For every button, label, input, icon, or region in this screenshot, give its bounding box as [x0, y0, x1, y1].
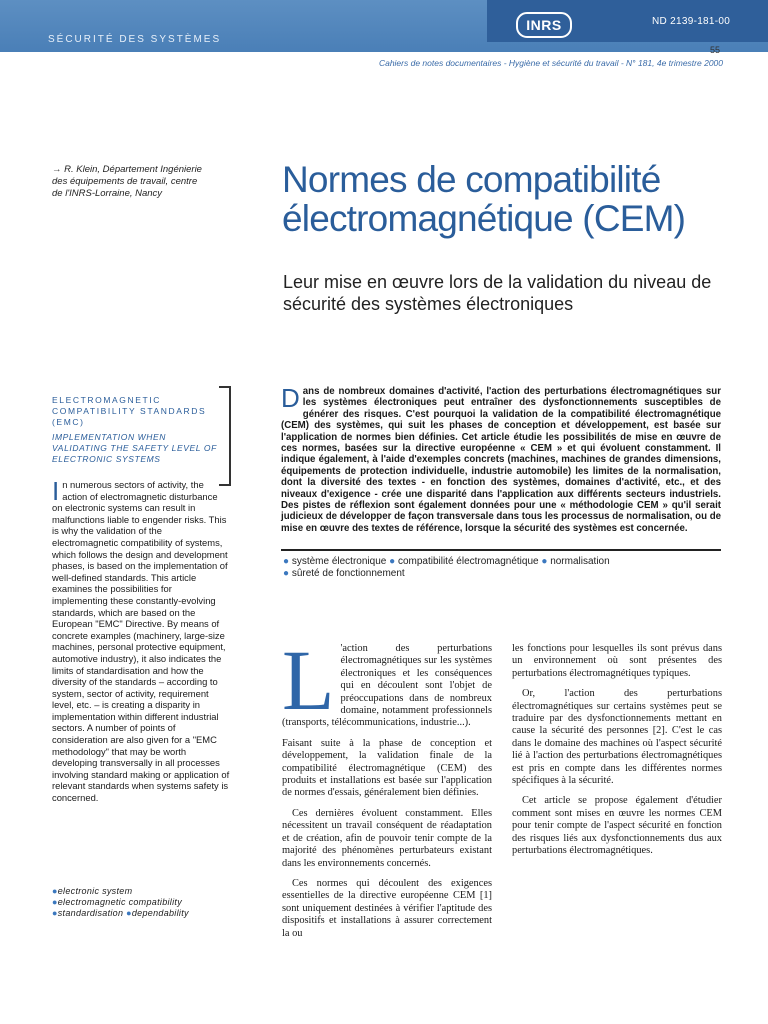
keyword: système électronique — [291, 556, 387, 567]
body-drop-cap: L — [282, 632, 335, 728]
article-subtitle: Leur mise en œuvre lors de la validation du niveau de sécurité des systèmes électroniques — [283, 272, 712, 314]
author-info — [52, 164, 202, 200]
english-keywords — [52, 886, 242, 919]
keyword: dependability — [131, 908, 189, 918]
author-text: R. Klein, Département Ingénierie des équipements de travail, centre de l'INRS-Lorraine, Nancy — [52, 164, 202, 199]
bullet-icon: ● — [126, 908, 132, 918]
french-abstract-text: ans de nombreux domaines d'activité, l'action des perturbations électromagnétiques sur les systèmes électroniques peut entraîner des dysfonctionnements susceptibles de générer des risques. C'est pourquoi la validation de la compatibilité électromagnétique (CEM) des systèmes, qui suit les phases de conception et développement, est basée sur l'application de normes bien définies. Cet article étudie les possibilités de mise en œuvre de ces normes, basées sur la directive européenne « CEM » et qui évoluent constamment. Il indique également, à l'aide d'exemples concrets (machines, machines de grandes dimensions, équipements de protection individuelle, industrie automobile) les limites de la normalisation, dont la diversité des textes - en fonction des systèmes, domaines d'activité, etc., et des niveaux d'exigence - crée une disparité dans l'application aux différents secteurs industriels. Des pistes de réflexion sont également données pour une « méthodologie CEM » qu'il serait judicieux de développer de façon transversale dans tous les processus de normalisation, ou de mise en œuvre des textes de référence, lorsque la sécurité des systèmes est concernée. — [281, 386, 721, 534]
keyword: sûreté de fonctionnement — [291, 568, 405, 579]
section-label: SÉCURITÉ DES SYSTÈMES — [48, 34, 222, 45]
keyword: standardisation — [57, 908, 124, 918]
body-column-2 — [512, 643, 722, 866]
bullet-icon: ● — [52, 886, 58, 896]
keyword: normalisation — [550, 556, 610, 567]
keyword: electronic system — [57, 886, 133, 896]
bullet-icon: ● — [283, 568, 290, 579]
journal-citation: Cahiers de notes documentaires - Hygiène et sécurité du travail - N° 181, 4e trimestre 2000 — [378, 58, 723, 68]
english-abstract — [52, 476, 230, 804]
keyword: electromagnetic compatibility — [57, 897, 182, 907]
french-keywords — [283, 556, 723, 580]
french-abstract — [281, 383, 721, 534]
english-drop-cap: I — [52, 476, 60, 506]
paragraph: Or, l'action des perturbations électromagnétiques sur certains systèmes peut se traduire par des dysfonctionnements mettant en cause la sécurité des personnes [2]. C'est le cas dans le domaine des machines où l'aspect sécurité lié à l'action des perturbations électromagnétiques est pris en compte dans les différentes normes spécifiques à la sécurité. — [512, 688, 722, 787]
page-number: 55 — [710, 45, 721, 55]
bullet-icon: ● — [541, 556, 548, 567]
paragraph-text: 'action des perturbations électromagnétiques sur les systèmes électroniques et les conséquences qui en découlent sont l'objet de préoccupations dans de nombreux domaine, notamment professionnels (transports, télécommunications, industrie...). — [282, 643, 492, 729]
arrow-icon: → — [52, 164, 62, 175]
bullet-icon: ● — [283, 556, 290, 567]
bullet-icon: ● — [52, 897, 58, 907]
document-reference: ND 2139-181-00 — [652, 16, 731, 27]
english-abstract-text: n numerous sectors of activity, the action of electromagnetic disturbance on electronic systems can result in malfunctions liable to engender risks. This is why the validation of the electromagnetic compatibility of systems, which follows the design and development phases, is based on the implementation of well-defined standards. This article examines the possibilities for implementing these constantly-evolving standards, which are based on the European "EMC" Directive. By means of concrete examples (machinery, large-size machines, personal protective equipment, automotive industry), it also indicates the limits of standardisation and how the diversity of the standards – according to system, sector of activity, requirement level, etc. – is creating a disparity in implementation within different industrial sectors. A number of points of consideration are also given for a "EMC methodology" that may be worth developing transversally in all processes involving standard making or application of relevant standards when systems safety is concerned. — [52, 479, 230, 804]
bullet-icon: ● — [52, 908, 58, 918]
english-subtitle: IMPLEMENTATION WHEN VALIDATING THE SAFETY LEVEL OF ELECTRONIC SYSTEMS — [52, 432, 217, 464]
paragraph: Faisant suite à la phase de conception et développement, la validation finale de la compatibilité électromagnétique (CEM) des produits et installations est basée sur l'application de normes d'essais, généralement bien définies. — [282, 737, 492, 799]
body-column-1 — [282, 632, 492, 948]
keyword: compatibilité électromagnétique — [397, 556, 539, 567]
inrs-logo: INRS — [516, 12, 572, 38]
bullet-icon: ● — [389, 556, 396, 567]
paragraph: les fonctions pour lesquelles ils sont prévus dans un environnement où sont présentes des perturbations électromagnétiques typiques. — [512, 643, 722, 679]
english-title: ELECTROMAGNETIC COMPATIBILITY STANDARDS (EMC) — [52, 395, 207, 427]
french-drop-cap: D — [281, 383, 300, 413]
bracket-decoration — [219, 386, 231, 486]
article-title: Normes de compatibilité électromagnétique (CEM) — [282, 159, 686, 239]
paragraph: Cet article se propose également d'étudier comment sont mises en œuvre les normes CEM pour tenir compte de l'aspect sécurité en fonction des risques liés aux dysfonctionnements dus aux perturbations électromagnétiques. — [512, 795, 722, 857]
divider — [281, 549, 721, 551]
paragraph: Ces normes qui découlent des exigences essentielles de la directive européenne CEM [1] sont uniquement destinées à vérifier l'aptitude des dispositifs et installations à assurer correctement la ou — [282, 877, 492, 939]
paragraph — [282, 632, 492, 730]
paragraph: Ces dernières évoluent constamment. Elles nécessitent un travail conséquent de réadaptation et de création, afin de pouvoir tenir compte de la majorité des phénomènes perturbateurs existant dans les environnements concernés. — [282, 807, 492, 869]
